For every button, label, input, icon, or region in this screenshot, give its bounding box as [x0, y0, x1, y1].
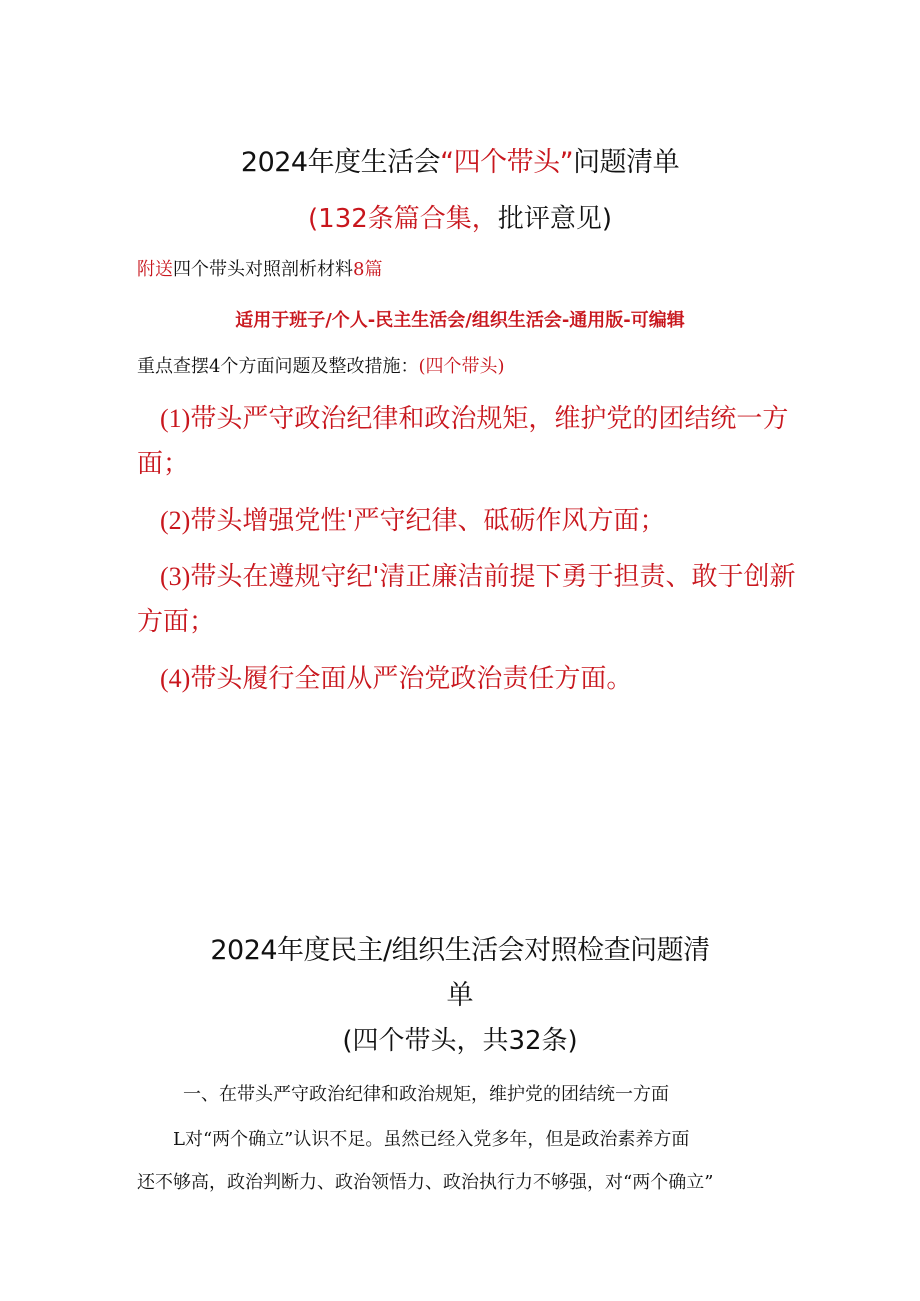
document-subtitle [0, 198, 920, 235]
section-title-line-1: 2024年度民主/组织生活会对照检查问题清 [210, 935, 710, 966]
focus-tag: (四个带头) [418, 356, 505, 377]
item-text: 带头增强党性'严守纪律、砥砺作风方面； [190, 506, 666, 536]
section-title-line-3: (四个带头，共32条) [342, 1026, 578, 1056]
scope-line: 适用于班子/个人-民主生活会/组织生活会-通用版-可编辑 [235, 310, 685, 331]
item-number: (3) [160, 562, 191, 591]
section-title-line-2: 单 [446, 980, 474, 1011]
gift-suffix: 8篇 [353, 259, 383, 280]
gift-line [137, 255, 382, 281]
item-text: 带头在遵规守纪'清正廉洁前提下勇于担责、敢于创新 [190, 562, 796, 592]
subtitle-red: (132条篇合集， [308, 204, 498, 234]
item-number: (4) [160, 664, 191, 693]
item-number: (1) [160, 404, 191, 433]
list-item-3 [137, 556, 795, 598]
item-text: 带头履行全面从严治党政治责任方面。 [190, 664, 633, 694]
section-heading: 一、在带头严守政治纪律和政治规矩，维护党的团结统一方面 [183, 1084, 669, 1105]
title-suffix: 问题清单 [573, 147, 680, 178]
gift-text: 四个带头对照剖析材料 [173, 259, 353, 280]
gift-prefix: 附送 [137, 259, 173, 280]
subtitle-black: 批评意见) [497, 204, 612, 234]
paragraph-line-1: L对“两个确立”认识不足。虽然已经入党多年，但是政治素养方面 [173, 1129, 690, 1150]
item-number: (2) [160, 506, 191, 535]
list-item-1 [137, 398, 788, 440]
document-title [0, 140, 920, 179]
focus-line [137, 352, 505, 378]
list-item-1-continuation: 面； [137, 449, 190, 479]
title-prefix: 2024年度生活会 [240, 147, 441, 178]
item-text: 带头严守政治纪律和政治规矩，维护党的团结统一方 [190, 404, 789, 434]
title-highlight: “四个带头” [440, 147, 574, 178]
list-item-4 [137, 658, 632, 700]
list-item-2 [137, 500, 665, 542]
focus-text: 重点查摆4个方面问题及整改措施： [137, 356, 419, 377]
list-item-3-continuation: 方面； [137, 607, 216, 637]
paragraph-line-2: 还不够高，政治判断力、政治领悟力、政治执行力不够强，对“两个确立” [137, 1172, 714, 1193]
